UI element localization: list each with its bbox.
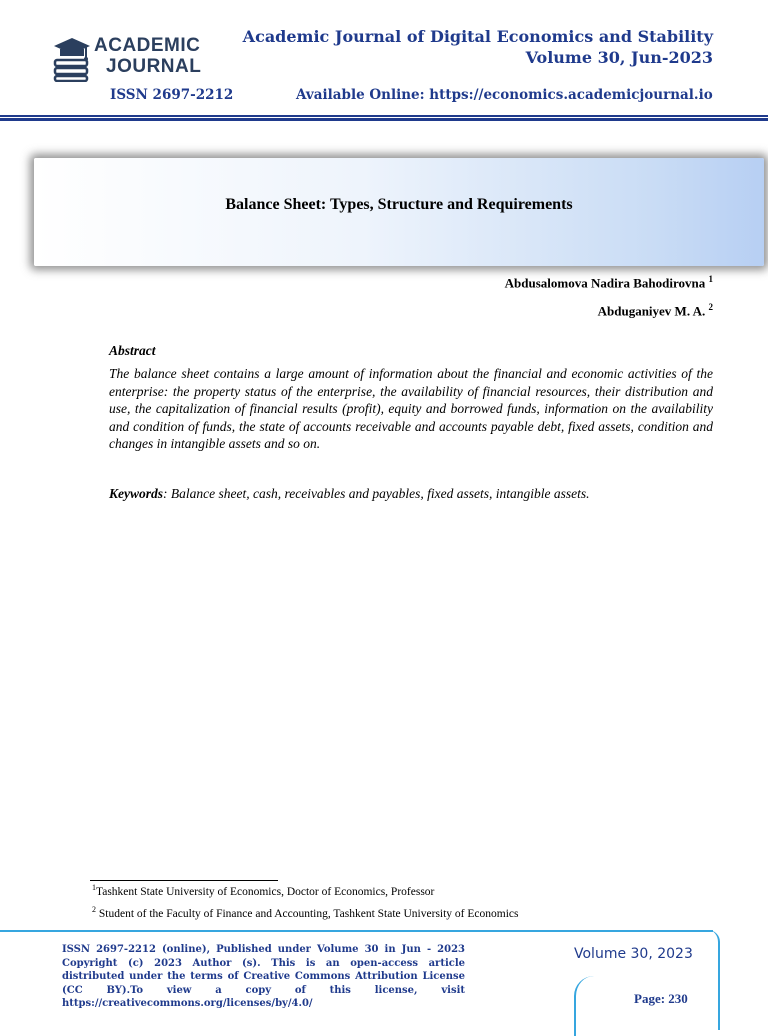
keywords-text: : Balance sheet, cash, receivables and payables, fixed assets, intangible assets. [163, 486, 590, 501]
license-notice: ISSN 2697-2212 (online), Published under Volume 30 in Jun - 2023 Copyright (c) 2023 Author (s). This is an open-access article distributed under the terms of Creative Commons Attribution License (CC BY).To view a copy of this license, visit https://creativecommons.org/licenses/by/4.0/ [62, 944, 465, 1009]
footnote-2-text: Student of the Faculty of Finance and Accounting, Tashkent State University of Economics [98, 907, 519, 920]
author-1-ref: 1 [708, 274, 713, 284]
author-2-name: Abduganiyev M. A. [597, 303, 706, 319]
author-2-ref: 2 [708, 302, 713, 312]
header-divider-thick [0, 118, 768, 121]
journal-name: Academic Journal of Digital Economics and Stability [242, 27, 713, 46]
footnote-2 [92, 905, 519, 920]
logo-text-journal: JOURNAL [106, 56, 202, 77]
footer-frame-inner [574, 976, 616, 1036]
footnote-1-text: Tashkent State University of Economics, Doctor of Economics, Professor [96, 885, 435, 898]
graduation-cap-icon [52, 34, 92, 82]
keywords-label: Keywords [109, 486, 163, 501]
footnote-2-ref: 2 [92, 905, 96, 914]
author-1-name: Abdusalomova Nadira Bahodirovna [504, 275, 706, 291]
footnote-separator [90, 880, 278, 881]
article-title: Balance Sheet: Types, Structure and Requirements [225, 196, 573, 213]
issn-label: ISSN 2697-2212 [110, 87, 234, 103]
available-online-link[interactable]: Available Online: https://economics.academicjournal.io [296, 87, 713, 103]
abstract-heading: Abstract [109, 343, 156, 358]
abstract-text: The balance sheet contains a large amount of information about the financial and economic activities of the enterprise: the property status of the enterprise, the availability of financial resources, their distribution and use, the capitalization of financial results (profit), equity and borrowed funds, information on the availability and condition of funds, the state of accounts receivable and accounts payable debt, fixed assets, condition and changes in intangible assets and so on. [109, 366, 713, 452]
journal-logo [52, 34, 227, 82]
page-number: Page: 230 [634, 991, 688, 1006]
volume-date: Volume 30, Jun-2023 [525, 48, 713, 67]
footnote-1 [92, 883, 434, 898]
volume-badge: Volume 30, 2023 [574, 946, 693, 962]
header-divider [0, 115, 768, 117]
author-1 [505, 274, 713, 291]
journal-title-block [243, 26, 713, 68]
author-2 [598, 302, 713, 319]
footnote-1-ref: 1 [92, 883, 96, 892]
keywords [109, 486, 713, 502]
logo-text-academic: ACADEMIC [94, 35, 201, 56]
